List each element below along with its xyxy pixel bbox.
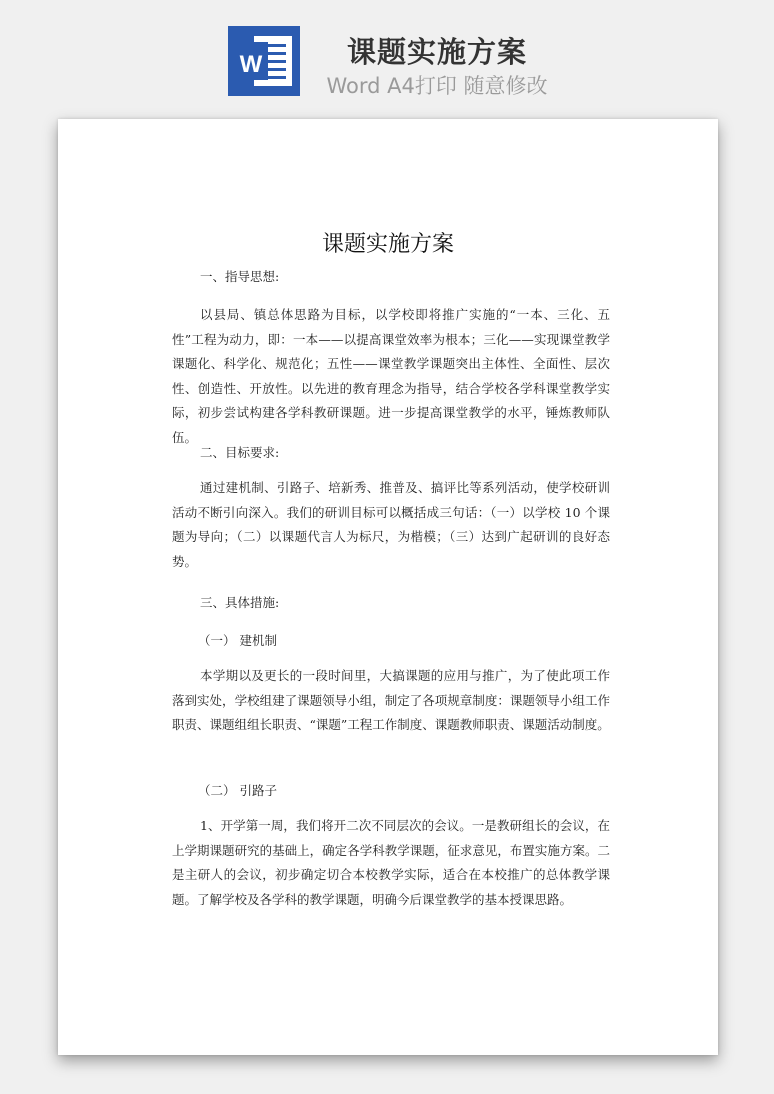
document-page (58, 119, 718, 1055)
banner-subtitle: Word A4打印 随意修改 (326, 74, 548, 98)
subsection-paragraph-1: 本学期以及更长的一段时间里，大搞课题的应用与推广，为了使此项工作落到实处，学校组建了课题领导小组，制定了各项规章制度：课题领导小组工作职责、课题组组长职责、“课题”工程工作制度、课题教师职责、课题活动制度。 (172, 668, 610, 732)
section-heading-2: 二、目标要求: (200, 445, 280, 460)
watermark: ​ (87, 503, 109, 525)
section-heading-3: 三、具体措施: (200, 595, 280, 610)
subsection-heading-2: （二） 引路子 (198, 783, 277, 798)
subsection-heading-1: （一） 建机制 (198, 633, 277, 648)
document-title: 课题实施方案 (321, 232, 454, 257)
banner-title: 课题实施方案 (346, 35, 527, 69)
word-logo-letter: W (239, 51, 263, 78)
section-paragraph-1: 以县局、镇总体思路为目标，以学校即将推广实施的“一本、三化、五性”工程为动力，即：一本——以提高课堂效率为根本；三化——实现课堂教学课题化、科学化、规范化；五性——课堂教学课题突出主体性、全面性、层次性、创造性、开放性。以先进的教育理念为指导，结合学校各学科课堂教学实际，初步尝试构建各学科教研课题。进一步提高课堂教学的水平，锤炼教师队伍。 (172, 307, 610, 445)
word-doc-icon (228, 26, 300, 96)
preview-banner (0, 0, 774, 112)
section-heading-1: 一、指导思想: (200, 269, 280, 284)
subsection-paragraph-2: 1、开学第一周，我们将开二次不同层次的会议。一是教研组长的会议，在上学期课题研究的基础上，确定各学科教学课题，征求意见，布置实施方案。二是主研人的会议，初步确定切合本校教学实际，适合在本校推广的总体教学课题。了解学校及各学科的教学课题，明确今后课堂教学的基本授课思路。 (172, 818, 610, 907)
section-paragraph-2: 通过建机制、引路子、培新秀、推普及、搞评比等系列活动，使学校研训活动不断引向深入。我们的研训目标可以概括成三句话：（一）以学校 10 个课题为导向；（二）以课题代言人为标尺，为楷模；（三）达到广起研训的良好态势。 (172, 480, 610, 569)
